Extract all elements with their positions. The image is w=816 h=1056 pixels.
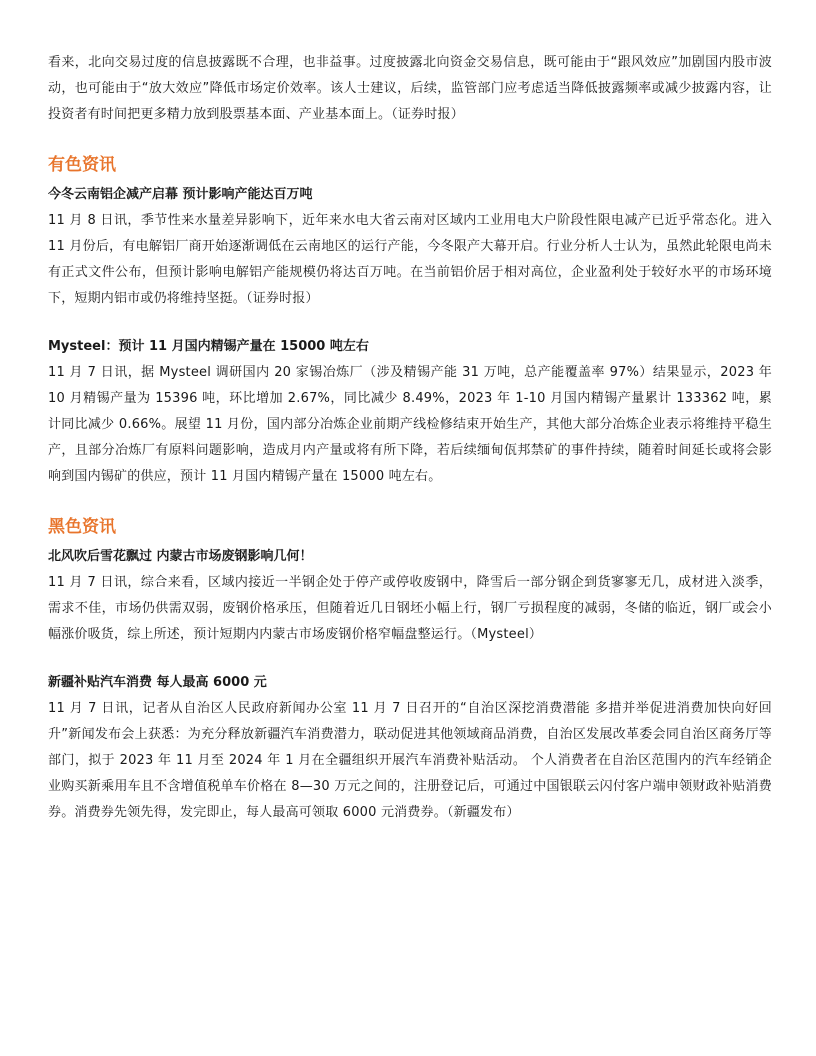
news-body: 11 月 7 日讯，据 Mysteel 调研国内 20 家锡冶炼厂（涉及精锡产能 31 万吨，总产能覆盖率 97%）结果显示，2023 年 10 月精锡产量为 15396 吨，环比增加 2.67%，同比减少 8.49%，2023 年 1-10 月国内精锡产量累计 133362 吨，累计同比减少 0.66%。展望 11 月份，国内部分冶炼企业前期产线检修结束开始生产，其他大部分冶炼企业表示将维持平稳生产，且部分冶炼厂有原料问题影响，造成月内产量或将有所下降，若后续缅甸佤邦禁矿的事件持续，随着时间延长或将会影响到国内锡矿的供应，预计 11 月国内精锡产量在 15000 吨左右。 xyxy=(48,365,777,484)
news-body: 11 月 8 日讯，季节性来水量差异影响下，近年来水电大省云南对区域内工业用电大户阶段性限电减产已近乎常态化。进入 11 月份后，有电解铝厂商开始逐渐调低在云南地区的运行产能，今冬限产大幕开启。行业分析人士认为，虽然此轮限电尚未有正式文件公布，但预计影响电解铝产能规模仍将达百万吨。在当前铝价居于相对高位，企业盈利处于较好水平的市场环境下，短期内铝市或仍将维持坚挺。（证券时报） xyxy=(48,213,777,306)
news-headline: 今冬云南铝企减产启幕 预计影响产能达百万吨 xyxy=(48,187,313,202)
section-title-nonferrous: 有色资讯 xyxy=(48,155,116,175)
news-headline: 新疆补贴汽车消费 每人最高 6000 元 xyxy=(48,675,267,690)
news-headline: Mysteel：预计 11 月国内精锡产量在 15000 吨左右 xyxy=(48,339,369,354)
document-content xyxy=(48,50,777,826)
intro-paragraph: 看来，北向交易过度的信息披露既不合理，也非益事。过度披露北向资金交易信息，既可能由于“跟风效应”加剧国内股市波动，也可能由于“放大效应”降低市场定价效率。该人士建议，后续，监管部门应考虑适当降低披露频率或减少披露内容，让投资者有时间把更多精力放到股票基本面、产业基本面上。（证券时报） xyxy=(48,55,772,122)
news-body: 11 月 7 日讯，记者从自治区人民政府新闻办公室 11 月 7 日召开的“自治区深挖消费潜能 多措并举促进消费加快向好回升”新闻发布会上获悉：为充分释放新疆汽车消费潜力，联动促进其他领域商品消费，自治区发展改革委会同自治区商务厅等部门，拟于 2023 年 11 月至 2024 年 1 月在全疆组织开展汽车消费补贴活动。 个人消费者在自治区范围内的汽车经销企业购买新乘用车且不含增值税单车价格在 8—30 万元之间的，注册登记后，可通过中国银联云闪付客户端申领财政补贴消费券。消费券先领先得，发完即止，每人最高可领取 6000 元消费券。（新疆发布） xyxy=(48,701,772,820)
news-headline: 北风吹后雪花飘过 内蒙古市场废钢影响几何！ xyxy=(48,549,313,564)
section-title-ferrous: 黑色资讯 xyxy=(48,517,116,537)
news-body: 11 月 7 日讯，综合来看，区域内接近一半钢企处于停产或停收废钢中，降雪后一部分钢企到货寥寥无几，成材进入淡季，需求不佳，市场仍供需双弱，废钢价格承压，但随着近几日钢坯小幅上行，钢厂亏损程度的减弱，冬储的临近，钢厂或会小幅涨价吸货，综上所述，预计短期内内蒙古市场废钢价格窄幅盘整运行。（Mysteel） xyxy=(48,575,772,642)
